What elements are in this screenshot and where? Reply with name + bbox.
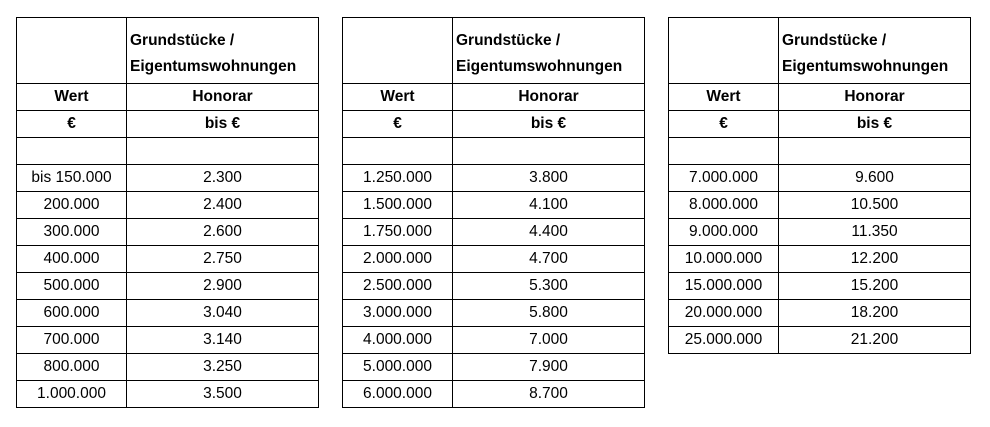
value-cell: 300.000 — [17, 219, 127, 246]
header-label-row — [343, 84, 645, 111]
fee-cell: 7.900 — [453, 354, 645, 381]
header-title-cell — [779, 18, 971, 84]
fee-cell: 18.200 — [779, 300, 971, 327]
value-cell: 1.000.000 — [17, 381, 127, 408]
table-row — [17, 354, 319, 381]
header-fee-label: Honorar — [453, 84, 645, 111]
fee-cell: 2.300 — [127, 165, 319, 192]
table-row — [17, 246, 319, 273]
header-unit-row — [343, 111, 645, 138]
table-row — [669, 300, 971, 327]
value-cell: bis 150.000 — [17, 165, 127, 192]
header-value-unit: € — [669, 111, 779, 138]
fee-cell: 3.250 — [127, 354, 319, 381]
fee-cell: 5.300 — [453, 273, 645, 300]
header-empty-cell — [669, 18, 779, 84]
fee-table-1 — [16, 17, 319, 408]
fee-table-2 — [342, 17, 645, 408]
value-cell: 600.000 — [17, 300, 127, 327]
fee-cell: 3.500 — [127, 381, 319, 408]
fee-cell: 2.750 — [127, 246, 319, 273]
value-cell: 700.000 — [17, 327, 127, 354]
value-cell: 15.000.000 — [669, 273, 779, 300]
table-row — [669, 273, 971, 300]
table-row — [343, 246, 645, 273]
header-title-line1: Grundstücke / — [782, 32, 887, 49]
fee-cell: 3.140 — [127, 327, 319, 354]
spacer-cell — [127, 138, 319, 165]
value-cell: 5.000.000 — [343, 354, 453, 381]
fee-cell: 5.800 — [453, 300, 645, 327]
value-cell: 500.000 — [17, 273, 127, 300]
value-cell: 800.000 — [17, 354, 127, 381]
value-cell: 7.000.000 — [669, 165, 779, 192]
fee-cell: 2.900 — [127, 273, 319, 300]
fee-cell: 21.200 — [779, 327, 971, 354]
header-title-line2: Eigentumswohnungen — [456, 58, 623, 75]
fee-cell: 3.040 — [127, 300, 319, 327]
fee-cell: 4.700 — [453, 246, 645, 273]
table-row — [17, 300, 319, 327]
table-row — [17, 219, 319, 246]
spacer-cell — [669, 138, 779, 165]
fee-cell: 7.000 — [453, 327, 645, 354]
fee-cell: 10.500 — [779, 192, 971, 219]
value-cell: 400.000 — [17, 246, 127, 273]
table-row — [669, 192, 971, 219]
spacer-cell — [17, 138, 127, 165]
table-row — [343, 300, 645, 327]
header-value-unit: € — [17, 111, 127, 138]
header-fee-unit: bis € — [127, 111, 319, 138]
fee-cell: 9.600 — [779, 165, 971, 192]
spacer-cell — [779, 138, 971, 165]
table-row — [343, 192, 645, 219]
table-row — [343, 219, 645, 246]
header-value-label: Wert — [17, 84, 127, 111]
header-empty-cell — [17, 18, 127, 84]
spacer-cell — [343, 138, 453, 165]
table-row — [17, 327, 319, 354]
header-title-cell — [127, 18, 319, 84]
value-cell: 1.750.000 — [343, 219, 453, 246]
fee-cell: 2.600 — [127, 219, 319, 246]
header-title-row — [343, 18, 645, 84]
header-value-unit: € — [343, 111, 453, 138]
fee-cell: 3.800 — [453, 165, 645, 192]
header-spacer-row — [17, 138, 319, 165]
value-cell: 1.250.000 — [343, 165, 453, 192]
table-row — [17, 381, 319, 408]
value-cell: 8.000.000 — [669, 192, 779, 219]
value-cell: 2.500.000 — [343, 273, 453, 300]
table-row — [17, 192, 319, 219]
header-title-line1: Grundstücke / — [456, 32, 561, 49]
fee-cell: 8.700 — [453, 381, 645, 408]
spacer-cell — [453, 138, 645, 165]
table-row — [669, 246, 971, 273]
value-cell: 20.000.000 — [669, 300, 779, 327]
fee-cell: 2.400 — [127, 192, 319, 219]
header-unit-row — [17, 111, 319, 138]
table-row — [343, 354, 645, 381]
table-row — [17, 273, 319, 300]
fee-cell: 4.100 — [453, 192, 645, 219]
value-cell: 3.000.000 — [343, 300, 453, 327]
value-cell: 4.000.000 — [343, 327, 453, 354]
table-row — [343, 327, 645, 354]
header-title-line2: Eigentumswohnungen — [130, 58, 297, 75]
table-row — [343, 381, 645, 408]
header-title-row — [669, 18, 971, 84]
header-empty-cell — [343, 18, 453, 84]
table-row — [343, 165, 645, 192]
header-spacer-row — [343, 138, 645, 165]
fee-cell: 12.200 — [779, 246, 971, 273]
fee-cell: 4.400 — [453, 219, 645, 246]
value-cell: 6.000.000 — [343, 381, 453, 408]
fee-table-3 — [668, 17, 971, 354]
value-cell: 1.500.000 — [343, 192, 453, 219]
value-cell: 25.000.000 — [669, 327, 779, 354]
header-spacer-row — [669, 138, 971, 165]
table-row — [669, 165, 971, 192]
table-row — [17, 165, 319, 192]
value-cell: 2.000.000 — [343, 246, 453, 273]
table-row — [669, 327, 971, 354]
header-value-label: Wert — [343, 84, 453, 111]
header-title-cell — [453, 18, 645, 84]
table-row — [343, 273, 645, 300]
header-fee-label: Honorar — [127, 84, 319, 111]
header-fee-unit: bis € — [779, 111, 971, 138]
header-fee-unit: bis € — [453, 111, 645, 138]
header-fee-label: Honorar — [779, 84, 971, 111]
fee-cell: 11.350 — [779, 219, 971, 246]
table-row — [669, 219, 971, 246]
header-label-row — [669, 84, 971, 111]
header-title-line1: Grundstücke / — [130, 32, 235, 49]
value-cell: 10.000.000 — [669, 246, 779, 273]
header-unit-row — [669, 111, 971, 138]
header-title-row — [17, 18, 319, 84]
header-value-label: Wert — [669, 84, 779, 111]
header-title-line2: Eigentumswohnungen — [782, 58, 949, 75]
header-label-row — [17, 84, 319, 111]
value-cell: 9.000.000 — [669, 219, 779, 246]
value-cell: 200.000 — [17, 192, 127, 219]
fee-cell: 15.200 — [779, 273, 971, 300]
